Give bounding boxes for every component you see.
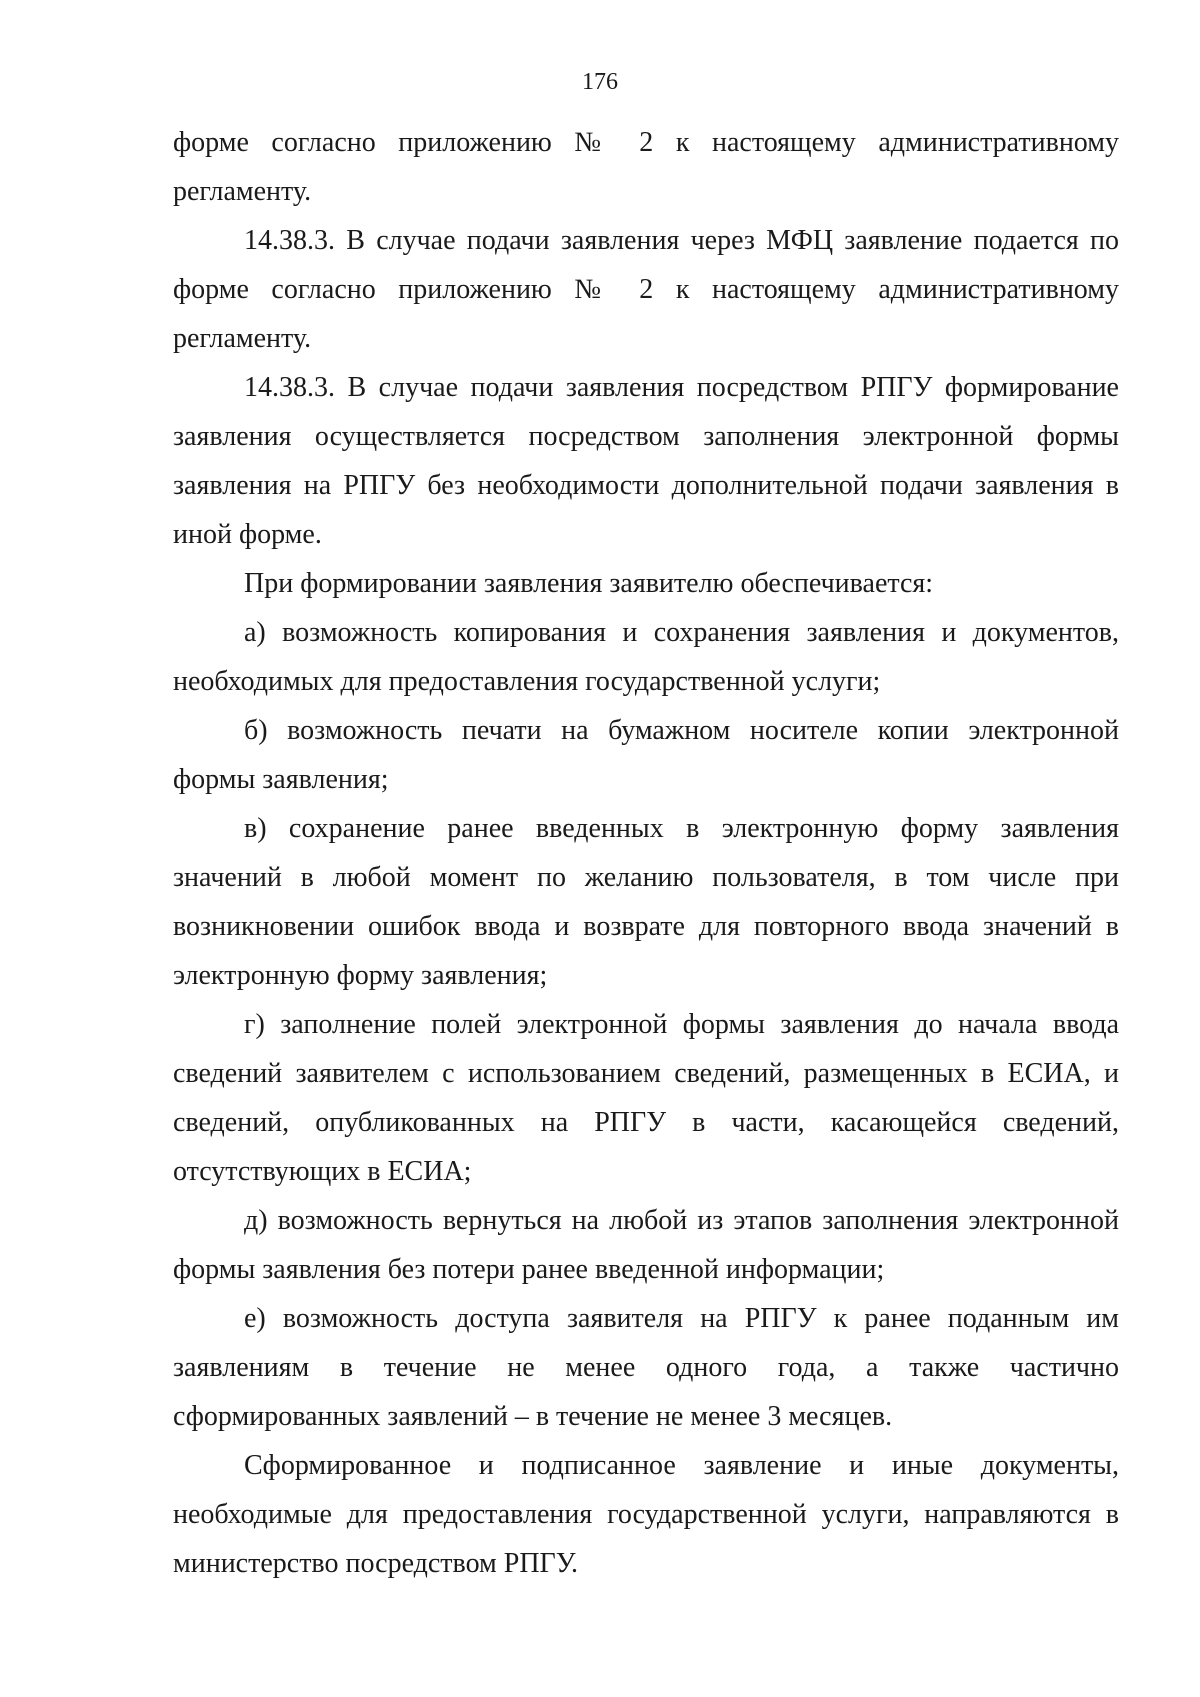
paragraph-14-38-3-mfc: 14.38.3. В случае подачи заявления через МФЦ заявление подается по форме согласно приложению № 2 к настоящему административному регламенту. [173,225,1119,354]
document-body [173,118,1119,1588]
paragraph-continuation: форме согласно приложению № 2 к настоящему административному регламенту. [173,127,1119,207]
paragraph-14-38-3-rpgu: 14.38.3. В случае подачи заявления посредством РПГУ формирование заявления осуществляется посредством заполнения электронной формы заявления на РПГУ без необходимости дополнительной подачи заявления в иной форме. [173,372,1119,550]
paragraph-submission: Сформированное и подписанное заявление и иные документы, необходимые для предоставления государственной услуги, направляются в министерство посредством РПГУ. [173,1450,1119,1579]
list-item-d: д) возможность вернуться на любой из этапов заполнения электронной формы заявления без потери ранее введенной информации; [173,1205,1119,1285]
list-item-v: в) сохранение ранее введенных в электронную форму заявления значений в любой момент по желанию пользователя, в том числе при возникновении ошибок ввода и возврате для повторного ввода значений в электронную форму заявления; [173,813,1119,991]
paragraph-provided-intro: При формировании заявления заявителю обеспечивается: [244,568,934,599]
list-item-e: е) возможность доступа заявителя на РПГУ к ранее поданным им заявлениям в течение не менее одного года, а также частично сформированных заявлений – в течение не менее 3 месяцев. [173,1303,1119,1432]
list-item-g: г) заполнение полей электронной формы заявления до начала ввода сведений заявителем с использованием сведений, размещенных в ЕСИА, и сведений, опубликованных на РПГУ в части, касающейся сведений, отсутствующих в ЕСИА; [173,1009,1119,1187]
list-item-b: б) возможность печати на бумажном носителе копии электронной формы заявления; [173,715,1119,795]
list-item-a: а) возможность копирования и сохранения заявления и документов, необходимых для предоставления государственной услуги; [173,617,1119,697]
page-number: 176 [582,69,618,95]
